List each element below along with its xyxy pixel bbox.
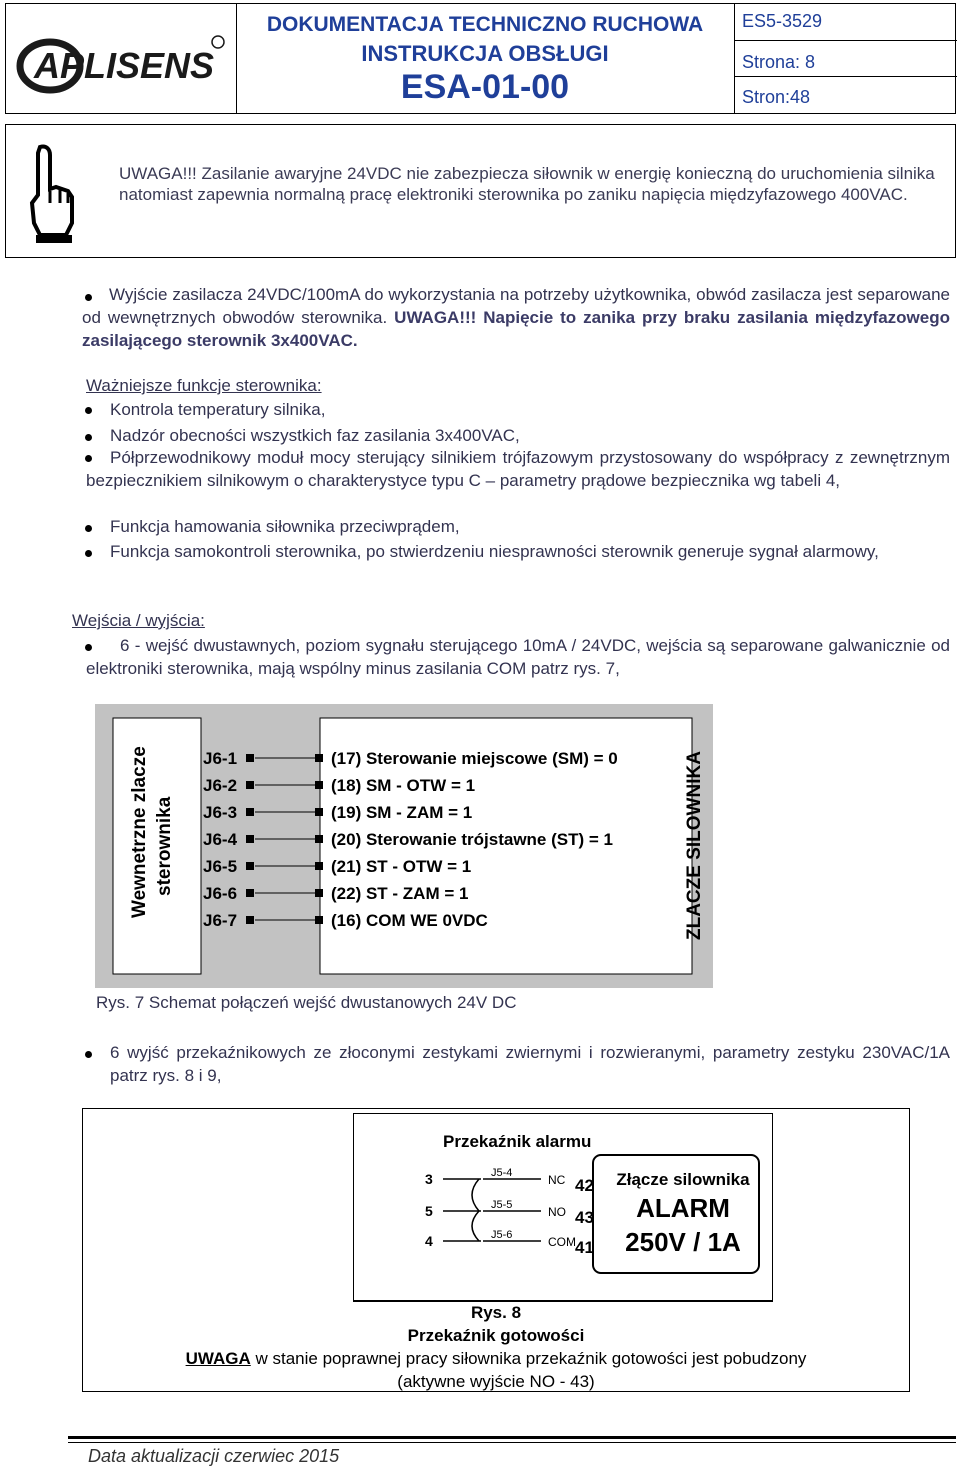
- fig7-terminal: [246, 916, 254, 924]
- fig7-terminal: [315, 754, 323, 762]
- fig7-svg: [95, 704, 713, 988]
- fig7-right-label: ZLACZE SILOWNIKA: [684, 751, 705, 940]
- fig7-pin-label: J6-1: [203, 749, 238, 768]
- fig8-contact-number: 3: [425, 1171, 433, 1187]
- fig7-signal-label: (20) Sterowanie trójstawne (ST) = 1: [331, 830, 613, 849]
- fig7-terminal: [246, 808, 254, 816]
- fig8-terminal-label: COM: [548, 1235, 576, 1249]
- page-number: Strona: 8: [742, 52, 816, 72]
- function-item: Funkcja samokontroli sterownika, po stwierdzeniu niesprawności sterownik generuje sygnał alarmowy,: [110, 542, 879, 561]
- doc-title: DOKUMENTACJA TECHNICZNO RUCHOWA: [266, 13, 704, 36]
- figure-8-note: [83, 1349, 909, 1369]
- fig7-pin-label: J6-6: [203, 884, 238, 903]
- logo-cell: [6, 4, 237, 113]
- fig7-terminal: [246, 781, 254, 789]
- fig7-signal-label: (22) ST - ZAM = 1: [331, 884, 469, 903]
- power-output-text: Wyjście zasilacza 24VDC/100mA do wykorzystania na potrzeby użytkownika, obwód zasilacza jest separowane od wewnętrznych obwodów sterownika.: [82, 285, 950, 327]
- fig7-terminal: [315, 889, 323, 897]
- fig7-pin-label: J6-4: [203, 830, 238, 849]
- fig7-pin-label: J6-2: [203, 776, 238, 795]
- figure-7-caption: Rys. 7 Schemat połączeń wejść dwustanowych 24V DC: [96, 993, 517, 1012]
- fig7-terminal: [315, 808, 323, 816]
- fig8-terminal-number: 41: [575, 1238, 594, 1257]
- io-inputs-item: 6 - wejść dwustawnych, poziom sygnału sterującego 10mA / 24VDC, wejścia są separowane galwanicznie od elektroniki sterownika, mają wspólny minus zasilania COM patrz rys. 7,: [86, 636, 950, 678]
- fig8-contact-number: 4: [425, 1233, 433, 1249]
- footer-date: Data aktualizacji czerwiec 2015: [88, 1446, 340, 1466]
- io-relay-outputs-item: 6 wyjść przekaźnikowych ze złoconymi zestykami zwiernymi i rozwieranymi, parametry zestyku 230VAC/1A patrz rys. 8 i 9,: [110, 1043, 950, 1085]
- fig8-box-title: Złącze silownika: [616, 1170, 750, 1189]
- fig7-pin-label: J6-5: [203, 857, 238, 876]
- fig8-terminal-number: 43: [575, 1208, 594, 1227]
- doc-subtitle: INSTRUKCJA OBSŁUGI: [361, 41, 609, 66]
- title-cell: [236, 4, 735, 113]
- function-item: Funkcja hamowania siłownika przeciwprądem,: [110, 517, 460, 536]
- figure-8-note-2: (aktywne wyjście NO - 43): [397, 1372, 595, 1391]
- functions-heading: Ważniejsze funkcje sterownika:: [86, 376, 322, 395]
- function-item: Kontrola temperatury silnika,: [110, 400, 326, 419]
- fig7-signal-label: (21) ST - OTW = 1: [331, 857, 472, 876]
- fig8-terminal-label: NC: [548, 1173, 566, 1187]
- fig8-terminal-number: 42: [575, 1176, 594, 1195]
- power-output-warning: UWAGA!!! Napięcie to zanika przy braku zasilania międzyfazowego zasilającego sterownik 3x400VAC.: [82, 308, 950, 350]
- fig8-connector-label: J5-6: [491, 1229, 513, 1241]
- figure-7-diagram: [95, 704, 713, 988]
- fig7-terminal: [246, 754, 254, 762]
- footer-rule-thin: [68, 1442, 956, 1443]
- fig7-terminal: [315, 862, 323, 870]
- aplisens-logo: [6, 4, 236, 114]
- figure-8-subcaption: Przekaźnik gotowości: [407, 1326, 585, 1345]
- io-heading: Wejścia / wyjścia:: [72, 611, 205, 630]
- fig7-signal-label: (16) COM WE 0VDC: [331, 911, 488, 930]
- page-count: Stron:48: [742, 87, 811, 107]
- fig8-connector-label: J5-5: [491, 1199, 513, 1211]
- fig8-title: Przekaźnik alarmu: [443, 1132, 592, 1151]
- fig8-alarm: ALARM: [636, 1193, 730, 1223]
- fig7-signal-label: (17) Sterowanie miejscowe (SM) = 0: [331, 749, 618, 768]
- fig7-terminal: [315, 916, 323, 924]
- fig7-left-label-1: Wewnetrzne zlacze: [129, 746, 150, 918]
- pointing-hand-icon: [26, 143, 78, 245]
- doc-model: ESA-01-00: [400, 68, 570, 106]
- fig7-left-label-2: sterownika: [154, 796, 175, 896]
- fig8-rating: 250V / 1A: [625, 1227, 741, 1257]
- warning-text: UWAGA!!! Zasilanie awaryjne 24VDC nie zabezpiecza siłownik w energię konieczną do uruchomienia silnika natomiast zapewnia normalną pracę elektroniki sterownika po zaniku napięcia międzyfazowego 400VAC.: [119, 164, 935, 204]
- fig8-contact-number: 5: [425, 1203, 433, 1219]
- fig7-pin-label: J6-3: [203, 803, 238, 822]
- warning-box: [5, 124, 956, 258]
- fig7-terminal: [246, 862, 254, 870]
- figure-8-note-text: w stanie poprawnej pracy siłownika przekaźnik gotowości jest pobudzony: [255, 1349, 807, 1368]
- logo-text: APLISENS: [34, 45, 215, 86]
- fig7-pin-label: J6-7: [203, 911, 238, 930]
- fig7-terminal: [246, 889, 254, 897]
- fig7-signal-label: (18) SM - OTW = 1: [331, 776, 476, 795]
- fig7-terminal: [246, 835, 254, 843]
- power-output-paragraph: [82, 283, 950, 352]
- fig7-terminal: [315, 835, 323, 843]
- doc-code: ES5-3529: [742, 11, 823, 31]
- fig8-relay-diagram: [353, 1113, 773, 1303]
- figure-8-box: [82, 1108, 910, 1392]
- meta-cell: [734, 4, 957, 113]
- fig8-terminal-label: NO: [548, 1205, 566, 1219]
- fig8-connector-label: J5-4: [491, 1167, 513, 1179]
- fig7-signal-label: (19) SM - ZAM = 1: [331, 803, 473, 822]
- figure-8-caption: Rys. 8: [470, 1303, 522, 1322]
- document-header: [5, 3, 956, 114]
- function-item: Nadzór obecności wszystkich faz zasilania 3x400VAC,: [110, 426, 520, 445]
- figure-8-note-label: UWAGA: [185, 1349, 251, 1368]
- footer-rule: [68, 1436, 956, 1439]
- fig7-terminal: [315, 781, 323, 789]
- function-item: Półprzewodnikowy moduł mocy sterujący silnikiem trójfazowym przystosowany do współpracy z zewnętrznym bezpiecznikiem silnikowym o charakterystyce typu C – parametry prądowe bezpiecznika wg tabeli 4,: [86, 448, 950, 490]
